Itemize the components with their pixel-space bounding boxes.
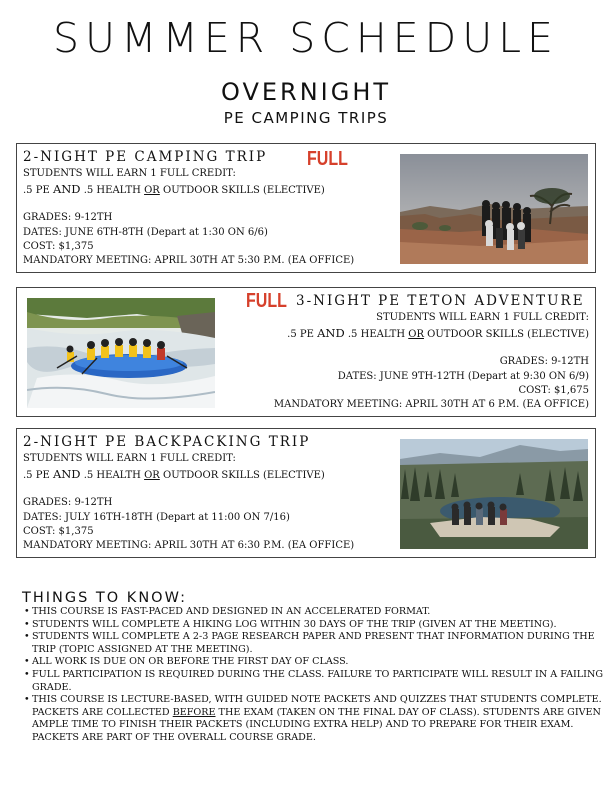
credit-and: AND (317, 326, 345, 340)
credit-elective: OUTDOOR SKILLS (ELECTIVE) (159, 185, 325, 196)
trip-photo-red-rock-group (400, 154, 588, 264)
meeting-text: MANDATORY MEETING: APRIL 30TH AT 5:30 P.M. (EA OFFICE) (23, 255, 355, 266)
list-item-text: THIS COURSE IS LECTURE-BASED, WITH GUIDED NOTE PACKETS AND QUIZZES THAT STUDENTS COMPLETE. PACKETS ARE COLLECTED (32, 694, 602, 718)
cost-text: COST: $1,375 (23, 241, 94, 252)
list-item-text: THE EXAM (TAKEN ON THE FINAL DAY OF CLASS). STUDENTS ARE GIVEN AMPLE TIME TO FINISH THEIR PACKETS (INCLUDING EXTRA HELP) AND TO PREPARE FOR THEIR EXAM. PACKETS ARE PART OF THE OVERALL COURSE GRADE. (32, 706, 601, 743)
trip-title: 2-NIGHT PE BACKPACKING TRIP (23, 434, 311, 450)
page-subtitle: OVERNIGHT (220, 78, 392, 106)
trip-card-teton (16, 287, 596, 417)
list-item (24, 694, 604, 744)
grades-text: GRADES: 9-12TH (23, 497, 113, 508)
trip-title: 2-NIGHT PE CAMPING TRIP (23, 149, 268, 165)
full-badge: FULL (307, 148, 348, 170)
credit-and: AND (52, 182, 81, 196)
list-item-underlined: BEFORE (172, 706, 216, 718)
credit-pe: .5 PE (23, 185, 53, 196)
credit-breakdown (23, 467, 325, 483)
credit-or: OR (408, 329, 424, 340)
page-title: SUMMER SCHEDULE (53, 14, 559, 62)
cost-text: COST: $1,375 (23, 526, 94, 537)
credit-breakdown (23, 182, 325, 198)
cost-text: COST: $1,675 (518, 385, 589, 396)
dates-text: DATES: JUNE 9TH-12TH (Depart at 9:30 ON 6/9) (337, 371, 589, 382)
list-item: • ALL WORK IS DUE ON OR BEFORE THE FIRST DAY OF CLASS. (24, 656, 604, 669)
credit-pe: .5 PE (287, 329, 318, 340)
grades-text: GRADES: 9-12TH (499, 356, 589, 367)
credit-elective: OUTDOOR SKILLS (ELECTIVE) (423, 329, 589, 340)
credit-text: STUDENTS WILL EARN 1 FULL CREDIT: (23, 168, 236, 179)
full-badge: FULL (246, 290, 287, 312)
trip-title: 3-NIGHT PE TETON ADVENTURE (296, 293, 585, 309)
trip-photo-mountain-lake-group (400, 439, 588, 549)
meeting-text: MANDATORY MEETING: APRIL 30TH AT 6:30 P.M. (EA OFFICE) (23, 540, 355, 551)
dates-text: DATES: JULY 16TH-18TH (Depart at 11:00 ON 7/16) (23, 512, 290, 523)
trip-photo-whitewater-rafting (27, 298, 215, 408)
credit-breakdown (287, 326, 589, 342)
credit-health: .5 HEALTH (80, 470, 145, 481)
credit-text: STUDENTS WILL EARN 1 FULL CREDIT: (376, 312, 589, 323)
list-item: • STUDENTS WILL COMPLETE A 2-3 PAGE RESEARCH PAPER AND PRESENT THAT INFORMATION DURING THE TRIP (TOPIC ASSIGNED AT THE MEETING). (24, 631, 604, 656)
list-item: • THIS COURSE IS FAST-PACED AND DESIGNED IN AN ACCELERATED FORMAT. (24, 606, 604, 619)
trip-card-backpacking (16, 428, 596, 558)
credit-or: OR (144, 185, 160, 196)
credit-text: STUDENTS WILL EARN 1 FULL CREDIT: (23, 453, 236, 464)
grades-text: GRADES: 9-12TH (23, 212, 113, 223)
page-subtitle-secondary: PE CAMPING TRIPS (223, 109, 389, 127)
things-to-know-list (24, 606, 604, 745)
meeting-text: MANDATORY MEETING: APRIL 30TH AT 6 P.M. (EA OFFICE) (273, 399, 589, 410)
credit-pe: .5 PE (23, 470, 53, 481)
things-to-know-heading: THINGS TO KNOW: (22, 590, 187, 606)
credit-health: .5 HEALTH (80, 185, 145, 196)
dates-text: DATES: JUNE 6TH-8TH (Depart at 1:30 ON 6/6) (23, 227, 268, 238)
credit-or: OR (144, 470, 160, 481)
credit-and: AND (52, 467, 81, 481)
list-item: • STUDENTS WILL COMPLETE A HIKING LOG WITHIN 30 DAYS OF THE TRIP (GIVEN AT THE MEETING). (24, 619, 604, 632)
credit-elective: OUTDOOR SKILLS (ELECTIVE) (159, 470, 325, 481)
credit-health: .5 HEALTH (344, 329, 409, 340)
trip-card-camping (16, 143, 596, 273)
list-item: • FULL PARTICIPATION IS REQUIRED DURING THE CLASS. FAILURE TO PARTICIPATE WILL RESULT IN A FAILING GRADE. (24, 669, 604, 694)
